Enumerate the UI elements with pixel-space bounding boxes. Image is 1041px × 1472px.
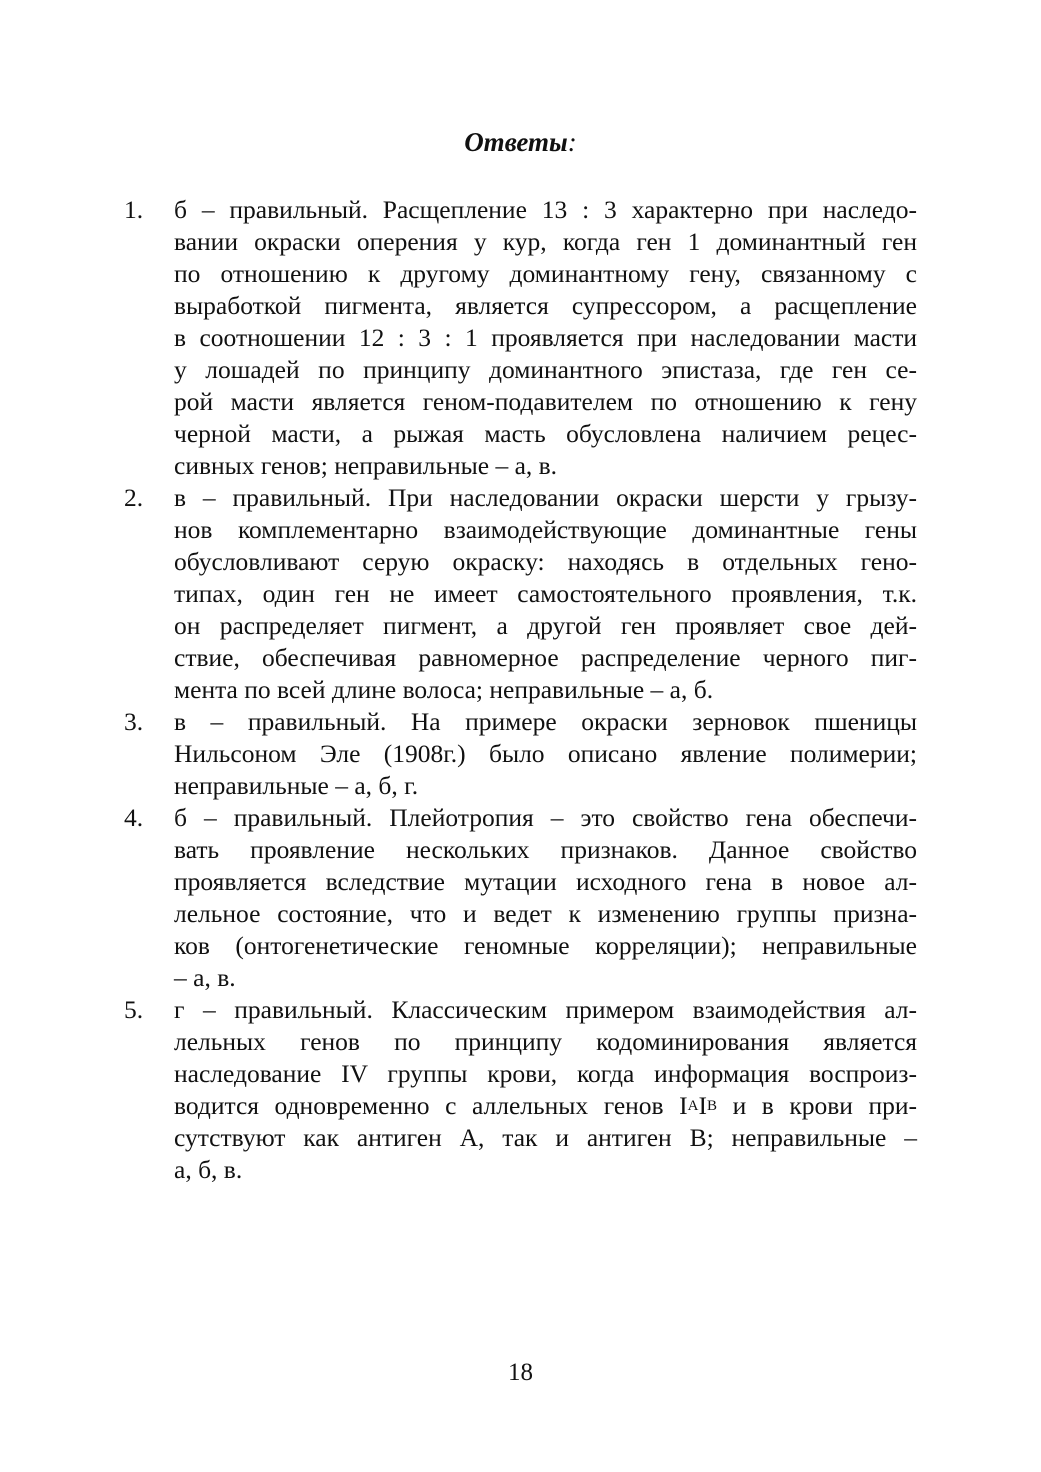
- item-line: – а, в.: [174, 963, 236, 992]
- item-number: 4.: [124, 803, 144, 832]
- allele-symbol: I: [698, 1091, 707, 1120]
- title-text: Ответы: [464, 127, 568, 157]
- item-line: проявляется вследствие мутации исходного гена в новое ал-: [174, 867, 917, 896]
- item-line: выработкой пигмента, является супрессором, а расщепление: [174, 291, 917, 320]
- item-line: ков (онтогенетические геномные корреляции); неправильные: [174, 931, 917, 960]
- item-line: вать проявление нескольких признаков. Данное свойство: [174, 835, 917, 864]
- item-line: нов комплементарно взаимодействующие доминантные гены: [174, 515, 917, 544]
- item-line: ствие, обеспечивая равномерное распределение черного пиг-: [174, 643, 917, 672]
- page-title: [0, 126, 1041, 158]
- item-number: 3.: [124, 707, 144, 736]
- genotype-formula: [679, 1091, 717, 1120]
- item-line: черной масти, а рыжая масть обусловлена наличием рецес-: [174, 419, 917, 448]
- item-line: неправильные – а, б, г.: [174, 771, 419, 800]
- item-line: вании окраски оперения у кур, когда ген 1 доминантный ген: [174, 227, 917, 256]
- item-number: 2.: [124, 483, 144, 512]
- item-line: [174, 1090, 917, 1122]
- item-line: в – правильный. На примере окраски зерновок пшеницы: [174, 707, 917, 736]
- item-line: в соотношении 12 : 3 : 1 проявляется при наследовании масти: [174, 323, 917, 352]
- allele-superscript: A: [687, 1098, 699, 1114]
- item-line: он распределяет пигмент, а другой ген проявляет свое дей-: [174, 611, 917, 640]
- item-line: в – правильный. При наследовании окраски шерсти у грызу-: [174, 483, 917, 512]
- item-line: обусловливают серую окраску: находясь в отдельных гено-: [174, 547, 917, 576]
- line-text: и в крови при-: [732, 1091, 918, 1120]
- item-number: 5.: [124, 995, 144, 1024]
- item-line: у лошадей по принципу доминантного эпистаза, где ген се-: [174, 355, 917, 384]
- item-line: наследование IV группы крови, когда информация воспроиз-: [174, 1059, 917, 1088]
- item-line: г – правильный. Классическим примером взаимодействия ал-: [174, 995, 917, 1024]
- item-line: б – правильный. Расщепление 13 : 3 характерно при наследо-: [174, 195, 917, 224]
- title-colon: :: [567, 127, 577, 157]
- item-line: типах, один ген не имеет самостоятельного проявления, т.к.: [174, 579, 917, 608]
- item-line: а, б, в.: [174, 1155, 243, 1184]
- line-text: водится одновременно с аллельных генов: [174, 1091, 664, 1120]
- item-line: сивных генов; неправильные – а, в.: [174, 451, 558, 480]
- item-line: сутствуют как антиген А, так и антиген В; неправильные –: [174, 1123, 917, 1152]
- item-number: 1.: [124, 195, 144, 224]
- item-line: лельных генов по принципу кодоминирования является: [174, 1027, 917, 1056]
- item-line: лельное состояние, что и ведет к изменению группы призна-: [174, 899, 917, 928]
- allele-superscript: B: [707, 1098, 718, 1114]
- item-line: б – правильный. Плейотропия – это свойство гена обеспечи-: [174, 803, 917, 832]
- allele-symbol: I: [679, 1091, 688, 1120]
- item-line: рой масти является геном-подавителем по отношению к гену: [174, 387, 917, 416]
- page-number: 18: [508, 1359, 533, 1386]
- item-line: Нильсоном Эле (1908г.) было описано явление полимерии;: [174, 739, 917, 768]
- item-line: по отношению к другому доминантному гену, связанному с: [174, 259, 917, 288]
- item-line: мента по всей длине волоса; неправильные – а, б.: [174, 675, 714, 704]
